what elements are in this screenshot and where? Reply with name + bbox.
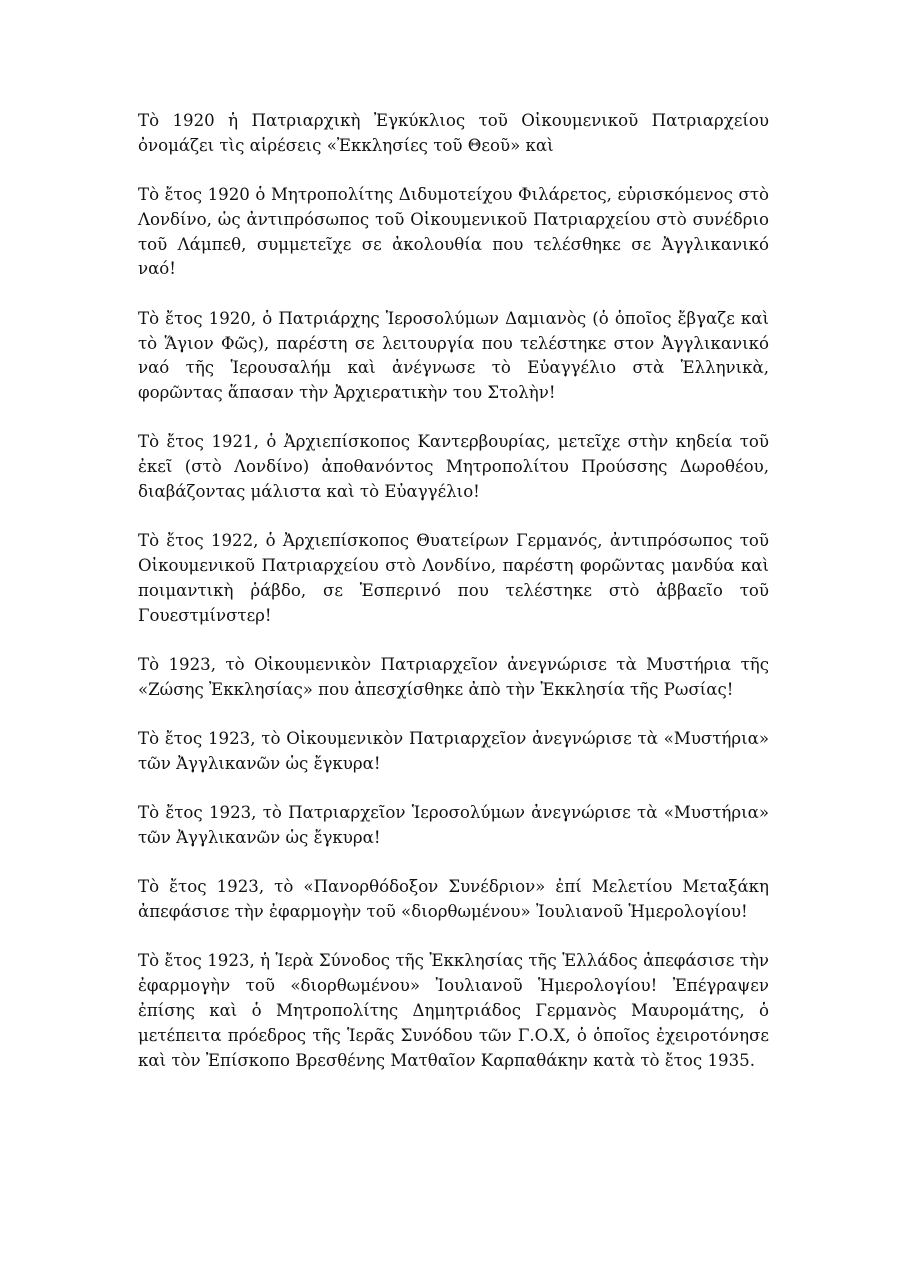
paragraph-1920-encyclical: Τὸ 1920 ἡ Πατριαρχικὴ Ἐγκύκλιος τοῦ Οἰκουμενικοῦ Πατριαρχείου ὀνομάζει τὶς αἱρέσεις «Ἐκκλησίες τοῦ Θεοῦ» καὶ [138, 111, 769, 155]
paragraph-1920-philaretos: Τὸ ἔτος 1920 ὁ Μητροπολίτης Διδυμοτείχου Φιλάρετος, εὑρισκόμενος στὸ Λονδίνο, ὡς ἀντιπρόσωπος τοῦ Οἰκουμενικοῦ Πατριαρχείου στὸ συνέδριο τοῦ Λάμπεθ, συμμετεῖχε σε ἀκολουθία που τελέσθηκε σε Ἀγγλικανικό ναό! [138, 185, 769, 279]
paragraph-1923-holy-synod-greece: Τὸ ἔτος 1923, ἡ Ἱερὰ Σύνοδος τῆς Ἐκκλησίας τῆς Ἑλλάδος ἀπεφάσισε τὴν ἐφαρμογὴν τοῦ «διορθωμένου» Ἰουλιανοῦ Ἡμερολογίου! Ἐπέγραψεν ἐπίσης καὶ ὁ Μητροπολίτης Δημητριάδος Γερμανὸς Μαυρομάτης, ὁ μετέπειτα πρόεδρος τῆς Ἱερᾶς Συνόδου τῶν Γ.Ο.Χ, ὁ ὁποῖος ἐχειροτόνησε καὶ τὸν Ἐπίσκοπο Βρεσθένης Ματθαῖον Καρπαθάκην κατὰ τὸ ἔτος 1935. [138, 951, 769, 1070]
paragraph-1923-jerusalem-anglicans: Τὸ ἔτος 1923, τὸ Πατριαρχεῖον Ἱεροσολύμων ἀνεγνώρισε τὰ «Μυστήρια» τῶν Ἀγγλικανῶν ὡς ἔγκυρα! [138, 803, 769, 848]
paragraph-1922-germanos: Τὸ ἔτος 1922, ὁ Ἀρχιεπίσκοπος Θυατείρων Γερμανός, ἀντιπρόσωπος τοῦ Οἰκουμενικοῦ Πατριαρχείου στὸ Λονδίνο, παρέστη φορῶντας μανδύα καὶ ποιμαντικὴ ῥάβδο, σε Ἑσπερινό που τελέστηκε στὸ ἀββαεῖο τοῦ Γουεστμίνστερ! [138, 531, 769, 625]
paragraph-1923-living-church: Τὸ 1923, τὸ Οἰκουμενικὸν Πατριαρχεῖον ἀνεγνώρισε τὰ Μυστήρια τῆς «Ζώσης Ἐκκλησίας» που ἀπεσχίσθηκε ἀπὸ τὴν Ἐκκλησία τῆς Ρωσίας! [138, 655, 769, 699]
document-page [138, 109, 769, 1098]
paragraph-1923-ecumenical-anglicans: Τὸ ἔτος 1923, τὸ Οἰκουμενικὸν Πατριαρχεῖον ἀνεγνώρισε τὰ «Μυστήρια» τῶν Ἀγγλικανῶν ὡς ἔγκυρα! [138, 729, 769, 773]
paragraph-1923-pan-orthodox-congress: Τὸ ἔτος 1923, τὸ «Πανορθόδοξον Συνέδριον» ἐπί Μελετίου Μεταξάκη ἀπεφάσισε τὴν ἐφαρμογὴν τοῦ «διορθωμένου» Ἰουλιανοῦ Ἡμερολογίου! [138, 877, 769, 922]
paragraph-1920-damianos: Τὸ ἔτος 1920, ὁ Πατριάρχης Ἱεροσολύμων Δαμιανὸς (ὁ ὁποῖος ἔβγαζε καὶ τὸ Ἅγιον Φῶς), παρέστη σε λειτουργία που τελέστηκε στον Ἀγγλικανικό ναό τῆς Ἱερουσαλήμ καὶ ἀνέγνωσε τὸ Εὐαγγέλιο στὰ Ἑλληνικὰ, φορῶντας ἅπασαν τὴν Ἀρχιερατικὴν του Στολὴν! [138, 308, 769, 403]
paragraph-1921-canterbury: Τὸ ἔτος 1921, ὁ Ἀρχιεπίσκοπος Καντερβουρίας, μετεῖχε στὴν κηδεία τοῦ ἐκεῖ (στὸ Λονδίνο) ἀποθανόντος Μητροπολίτου Προύσσης Δωροθέου, διαβάζοντας μάλιστα καὶ τὸ Εὐαγγέλιο! [138, 432, 769, 502]
